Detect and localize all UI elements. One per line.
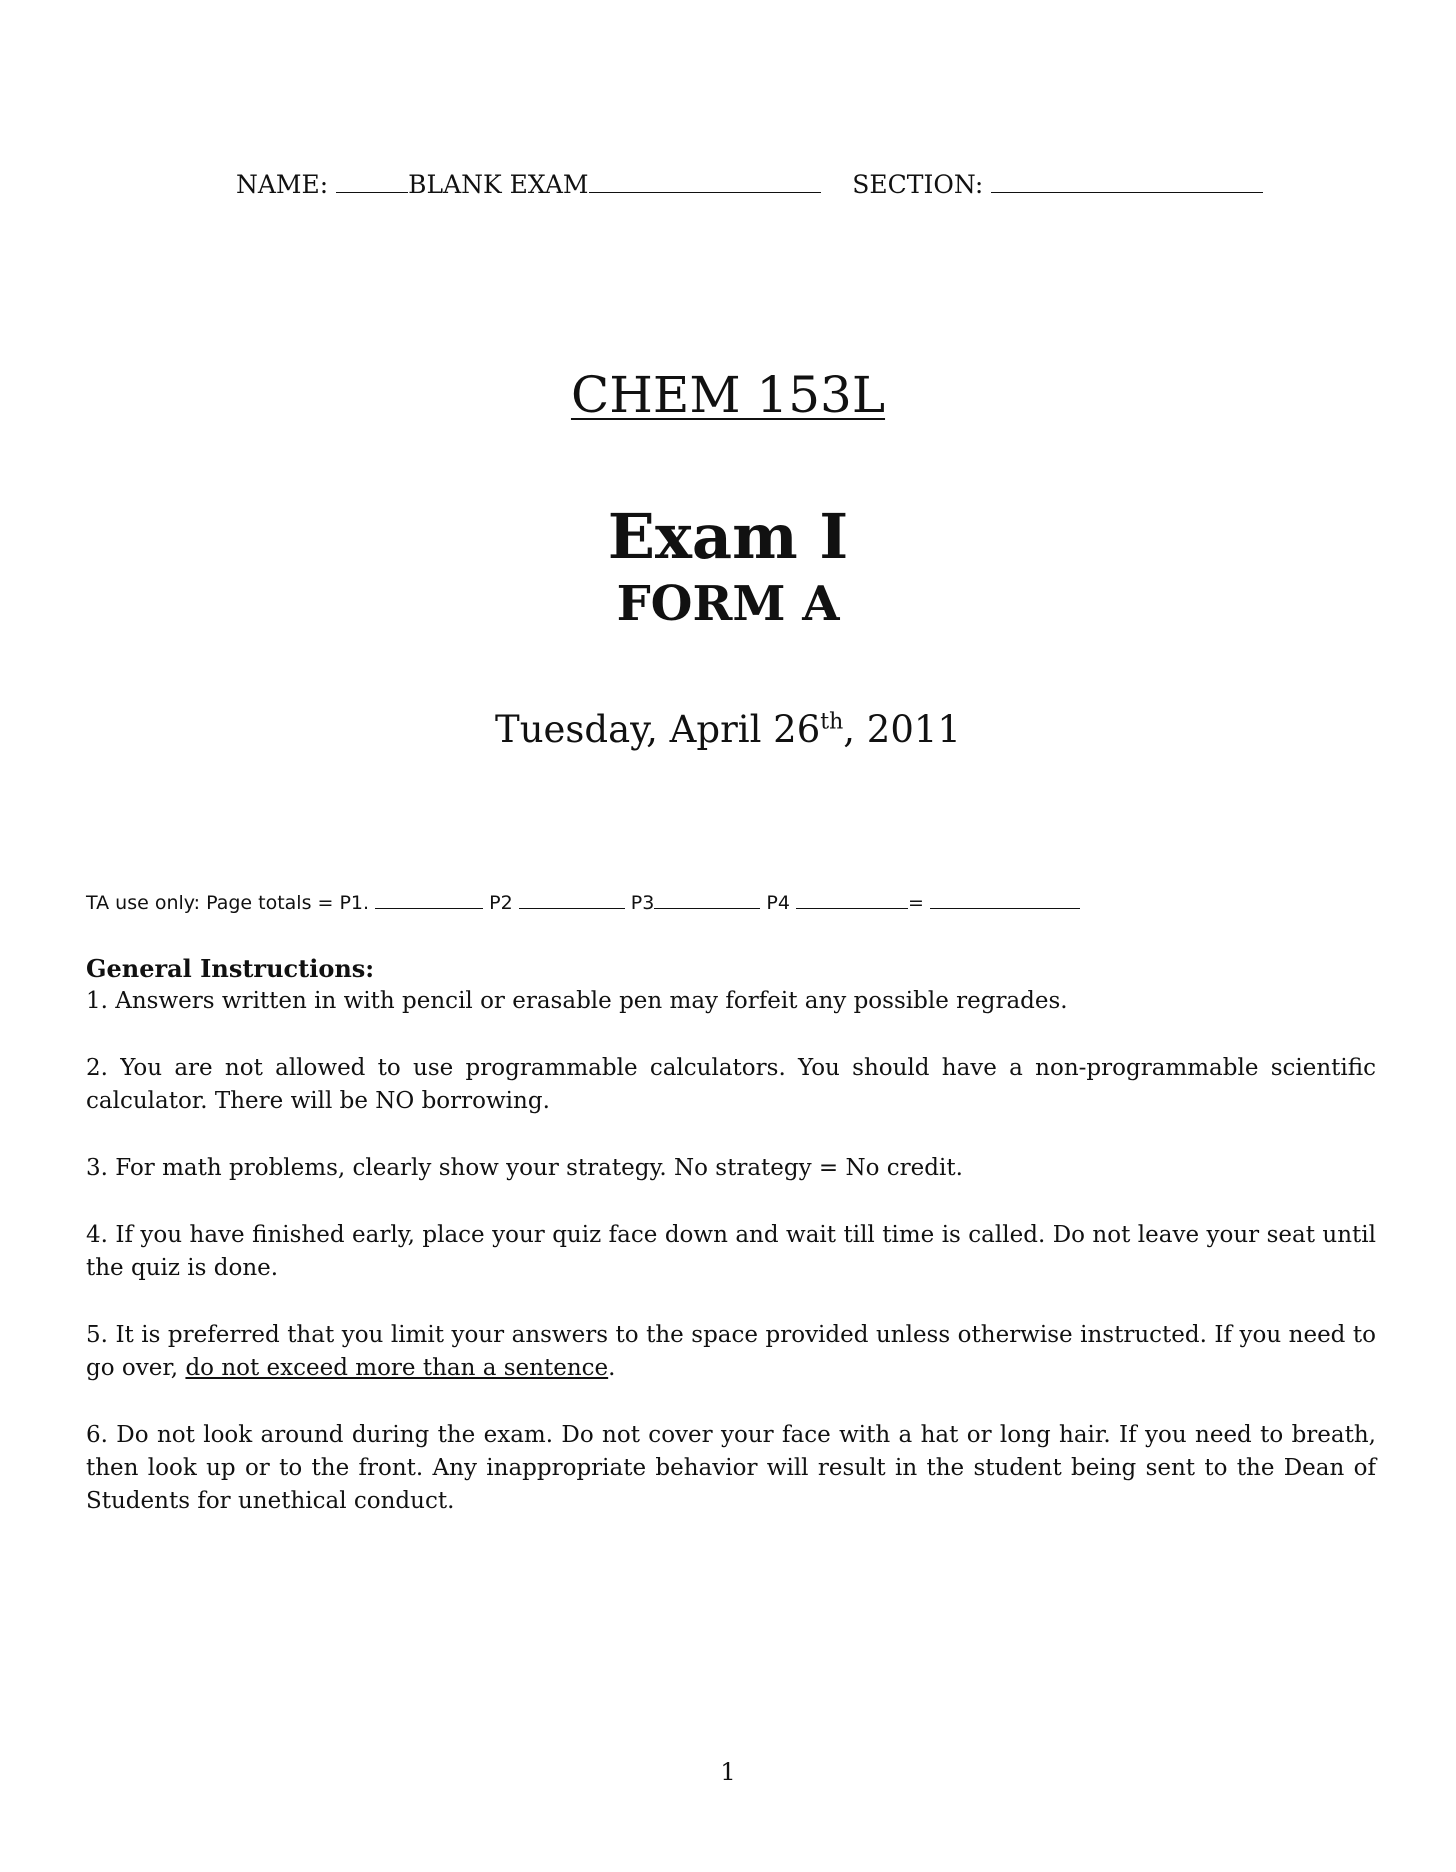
instruction-item: 6. Do not look around during the exam. Do not cover your face with a hat or long hair. If you need to breath, then look up or to the front. Any inappropriate behavior will result in the student being sent to the Dean of Students for unethical conduct.	[86, 1422, 1376, 1514]
instruction-item: 2. You are not allowed to use programmable calculators. You should have a non-programmable scientific calculator. There will be NO borrowing.	[86, 1055, 1376, 1114]
section-blank	[991, 170, 1263, 193]
p4-label: P4	[766, 892, 790, 914]
name-value: BLANK EXAM	[408, 170, 589, 199]
p2-blank	[519, 892, 625, 909]
exam-date	[0, 708, 1456, 751]
ta-page-totals-line	[86, 892, 1080, 914]
general-instructions	[86, 952, 1376, 1552]
p3-label: P3	[630, 892, 655, 914]
name-blank-tail	[589, 170, 821, 193]
date-prefix: Tuesday, April 26	[495, 708, 821, 751]
course-code: CHEM 153L	[570, 366, 886, 424]
date-year: , 2011	[843, 708, 961, 751]
instruction-item: 1. Answers written in with pencil or erasable pen may forfeit any possible regrades.	[86, 988, 1068, 1014]
instruction-5-text: 5. It is preferred that you limit your answers to the space provided unless otherwise instructed. If you need to go over,	[86, 1322, 1376, 1381]
exam-title: Exam I	[607, 500, 849, 573]
name-label: NAME:	[236, 170, 329, 199]
name-blank-lead	[336, 170, 408, 193]
p1-blank	[375, 892, 483, 909]
instruction-5-end: .	[608, 1355, 616, 1381]
instruction-item: 4. If you have finished early, place your quiz face down and wait till time is called. Do not leave your seat until the quiz is done.	[86, 1222, 1376, 1281]
total-blank	[930, 892, 1080, 909]
section-label: SECTION:	[852, 170, 984, 199]
p4-blank	[796, 892, 908, 909]
page-number: 1	[720, 1758, 736, 1786]
p3-blank	[654, 892, 760, 909]
instruction-5-underlined: do not exceed more than a sentence	[185, 1355, 609, 1381]
instruction-item	[86, 1319, 1376, 1385]
instruction-item: 3. For math problems, clearly show your strategy. No strategy = No credit.	[86, 1155, 963, 1181]
instructions-heading: General Instructions:	[86, 954, 375, 983]
exam-form: FORM A	[616, 576, 840, 632]
ta-label: TA use only: Page totals = P1.	[86, 892, 370, 914]
course-title	[0, 366, 1456, 424]
equals-sign: =	[907, 892, 924, 914]
date-ordinal: th	[820, 709, 844, 735]
p2-label: P2	[489, 892, 513, 914]
name-section-line	[236, 170, 1263, 199]
